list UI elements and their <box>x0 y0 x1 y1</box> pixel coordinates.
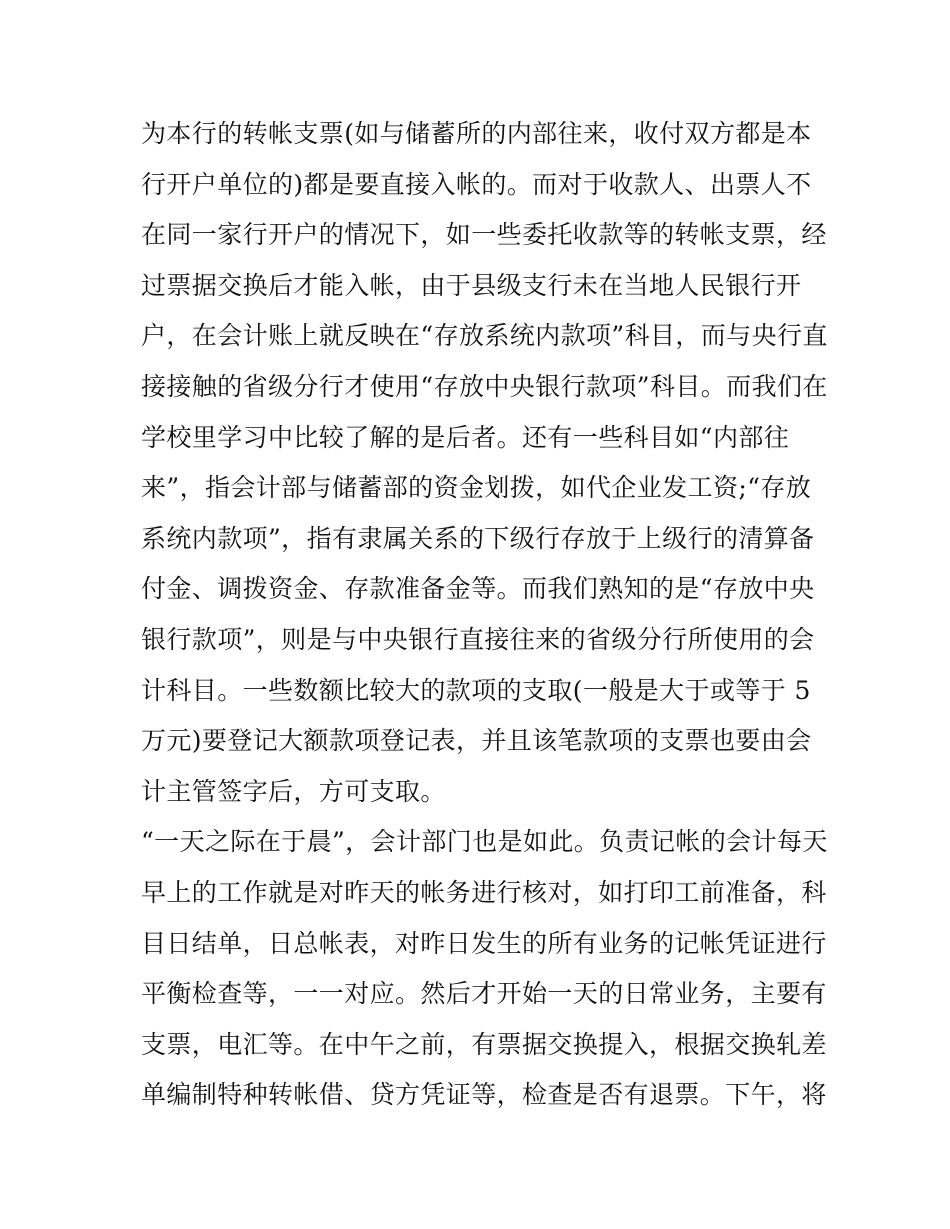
text-line: 在同一家行开户的情况下，如一些委托收款等的转帐支票，经 <box>141 220 827 250</box>
text-line: 为本行的转帐支票(如与储蓄所的内部往来，收付双方都是本 <box>141 119 812 148</box>
text-line: 平衡检查等，一一对应。然后才开始一天的日常业务，主要有 <box>141 979 827 1009</box>
text-line: 单编制特种转帐借、贷方凭证等，检查是否有退票。下午，将 <box>141 1080 827 1110</box>
text-line: 接接触的省级分行才使用“存放中央银行款项”科目。而我们在 <box>141 371 828 401</box>
text-line: 来”，指会计部与储蓄部的资金划拨，如代企业发工资;“存放 <box>141 473 812 503</box>
text-line: 计主管签字后，方可支取。 <box>141 776 446 806</box>
text-line: 目日结单，日总帐表，对昨日发生的所有业务的记帐凭证进行 <box>141 928 827 958</box>
text-line: 过票据交换后才能入帐，由于县级支行未在当地人民银行开 <box>141 270 802 300</box>
text-line: 付金、调拨资金、存款准备金等。而我们熟知的是“存放中央 <box>141 574 815 604</box>
body-text <box>141 109 831 1121</box>
text-line: 系统内款项”，指有隶属关系的下级行存放于上级行的清算备 <box>141 523 815 553</box>
text-line: 早上的工作就是对昨天的帐务进行核对，如打印工前准备，科 <box>141 877 827 907</box>
text-line: 行开户单位的)都是要直接入帐的。而对于收款人、出票人不 <box>141 169 812 199</box>
text-line: 支票，电汇等。在中午之前，有票据交换提入，根据交换轧差 <box>141 1029 827 1059</box>
text-line: 学校里学习中比较了解的是后者。还有一些科目如“内部往 <box>141 422 790 452</box>
text-line: 计科目。一些数额比较大的款项的支取(一般是大于或等于 5 <box>141 675 811 705</box>
text-line: “一天之际在于晨”，会计部门也是如此。负责记帐的会计每天 <box>141 827 828 857</box>
text-line: 户，在会计账上就反映在“存放系统内款项”科目，而与央行直 <box>141 321 828 351</box>
text-line: 万元)要登记大额款项登记表，并且该笔款项的支票也要由会 <box>141 726 812 756</box>
text-line: 银行款项”，则是与中央银行直接往来的省级分行所使用的会 <box>141 624 815 654</box>
